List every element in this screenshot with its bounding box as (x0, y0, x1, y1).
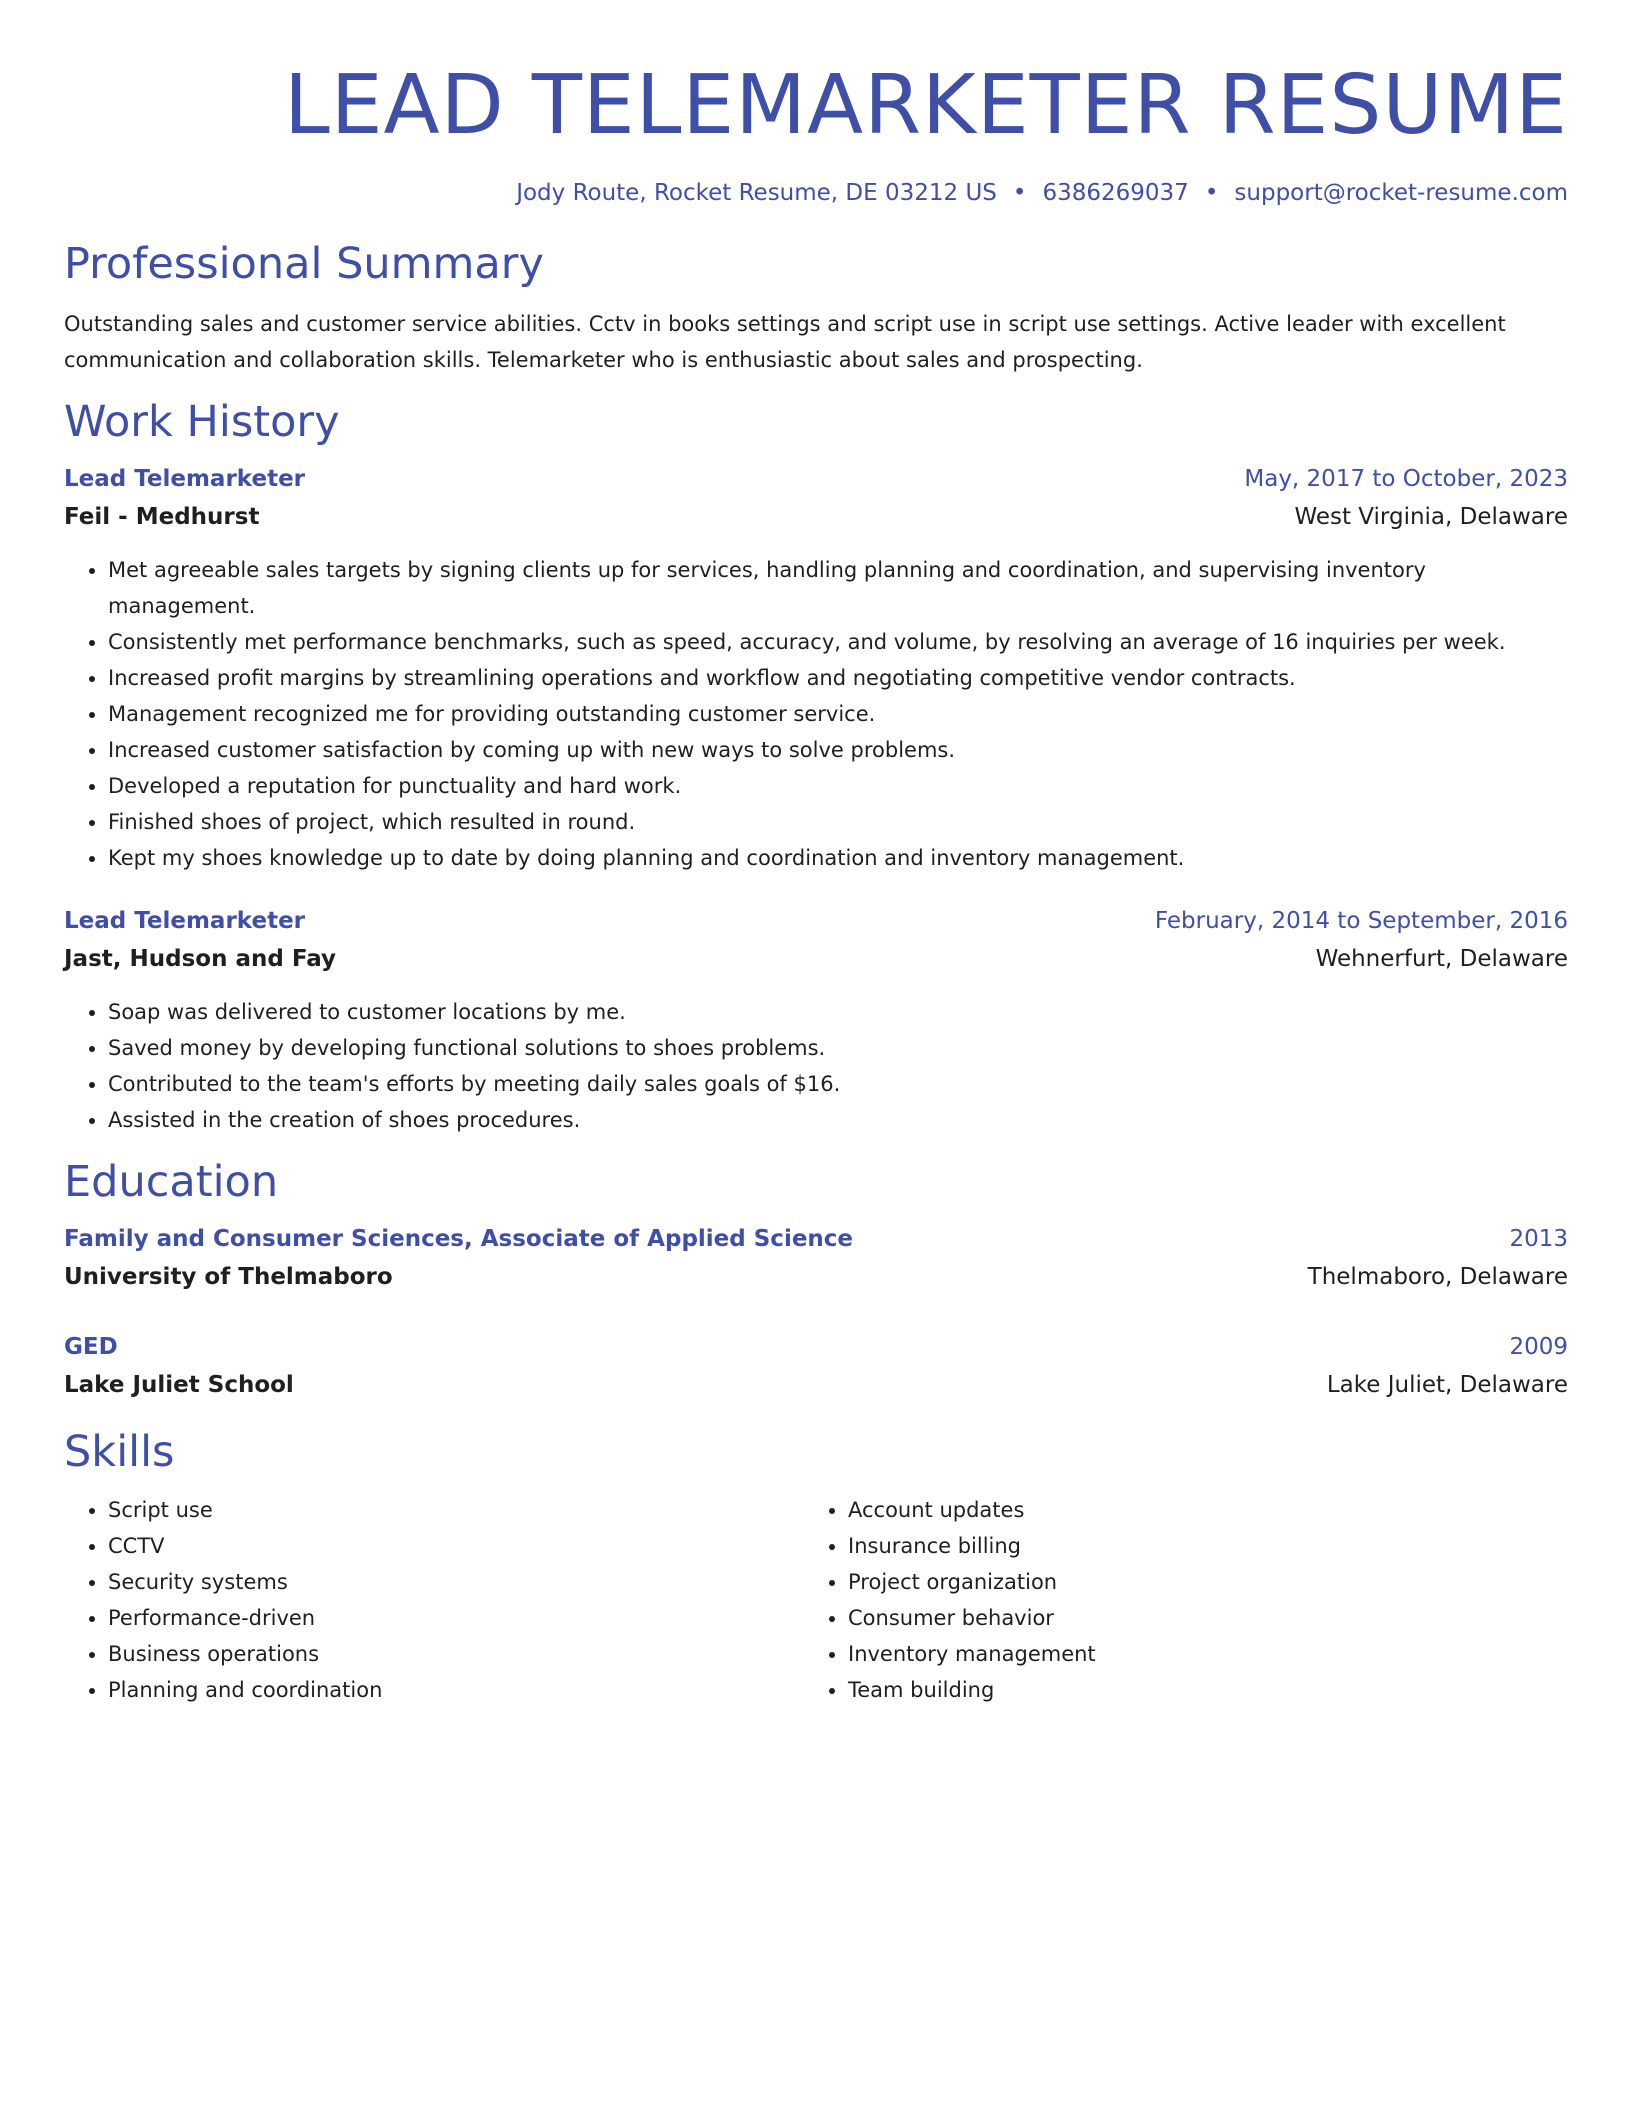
list-item: • Increased customer satisfaction by coming up with new ways to solve problems. (108, 732, 1568, 768)
list-item: • Security systems (108, 1564, 804, 1600)
education-entry (64, 1220, 1568, 1296)
list-item: • Inventory management (848, 1636, 1544, 1672)
resume-title: LEAD TELEMARKETER RESUME (284, 58, 1568, 153)
degree-year: 2009 (1509, 1334, 1568, 1360)
list-item: • Saved money by developing functional solutions to shoes problems. (108, 1030, 1568, 1066)
school-name: University of Thelmaboro (64, 1264, 393, 1290)
degree-year: 2013 (1509, 1226, 1568, 1252)
list-item: • Assisted in the creation of shoes procedures. (108, 1102, 1568, 1138)
contact-address: Jody Route, Rocket Resume, DE 03212 US (516, 180, 997, 206)
list-item: • Insurance billing (848, 1528, 1544, 1564)
list-item: • Consumer behavior (848, 1600, 1544, 1636)
list-item: • Planning and coordination (108, 1672, 804, 1708)
contact-phone: 6386269037 (1042, 180, 1189, 206)
degree-name: GED (64, 1334, 118, 1360)
list-item: • Kept my shoes knowledge up to date by doing planning and coordination and inventory management. (108, 840, 1568, 876)
list-item: • Management recognized me for providing outstanding customer service. (108, 696, 1568, 732)
job-bullet-list (64, 994, 1568, 1138)
list-item: • Finished shoes of project, which resulted in round. (108, 804, 1568, 840)
work-history-heading: Work History (64, 397, 340, 447)
list-item: • Contributed to the team's efforts by meeting daily sales goals of $16. (108, 1066, 1568, 1102)
skills-list (64, 1492, 1568, 1708)
job-entry (64, 460, 1568, 876)
list-item: • Project organization (848, 1564, 1544, 1600)
summary-heading: Professional Summary (64, 239, 544, 289)
skills-column-left (64, 1492, 804, 1708)
list-item: • Increased profit margins by streamlining operations and workflow and negotiating competitive vendor contracts. (108, 660, 1568, 696)
list-item: • Business operations (108, 1636, 804, 1672)
job-company: Feil - Medhurst (64, 504, 260, 530)
list-item: • Consistently met performance benchmarks, such as speed, accuracy, and volume, by resolving an average of 16 inquiries per week. (108, 624, 1568, 660)
list-item: • Met agreeable sales targets by signing clients up for services, handling planning and coordination, and supervising inventory management. (108, 552, 1568, 624)
list-item: • Soap was delivered to customer locations by me. (108, 994, 1568, 1030)
list-item: • Performance-driven (108, 1600, 804, 1636)
school-name: Lake Juliet School (64, 1372, 294, 1398)
job-dates: February, 2014 to September, 2016 (1154, 908, 1568, 934)
skills-column-right (804, 1492, 1544, 1708)
job-location: West Virginia, Delaware (1294, 504, 1568, 530)
separator-dot: • (1204, 180, 1219, 206)
job-title: Lead Telemarketer (64, 908, 306, 934)
list-item: • Account updates (848, 1492, 1544, 1528)
contact-email[interactable]: support@rocket-resume.com (1234, 180, 1568, 206)
school-location: Thelmaboro, Delaware (1307, 1264, 1568, 1290)
contact-line (64, 178, 1568, 208)
list-item: • Team building (848, 1672, 1544, 1708)
list-item: • Developed a reputation for punctuality and hard work. (108, 768, 1568, 804)
list-item: • CCTV (108, 1528, 804, 1564)
degree-name: Family and Consumer Sciences, Associate of Applied Science (64, 1226, 854, 1252)
education-entry (64, 1328, 1568, 1404)
school-location: Lake Juliet, Delaware (1326, 1372, 1568, 1398)
separator-dot: • (1012, 180, 1027, 206)
job-title: Lead Telemarketer (64, 466, 306, 492)
skills-heading: Skills (64, 1427, 175, 1477)
job-location: Wehnerfurt, Delaware (1315, 946, 1568, 972)
job-entry (64, 902, 1568, 1138)
education-heading: Education (64, 1157, 279, 1207)
job-company: Jast, Hudson and Fay (64, 946, 337, 972)
job-bullet-list (64, 552, 1568, 876)
summary-text: Outstanding sales and customer service abilities. Cctv in books settings and script use in script use settings. Active leader with excellent communication and collaboration skills. Telemarketer who is enthusiastic about sales and prospecting. (64, 312, 1506, 372)
list-item: • Script use (108, 1492, 804, 1528)
job-dates: May, 2017 to October, 2023 (1244, 466, 1568, 492)
